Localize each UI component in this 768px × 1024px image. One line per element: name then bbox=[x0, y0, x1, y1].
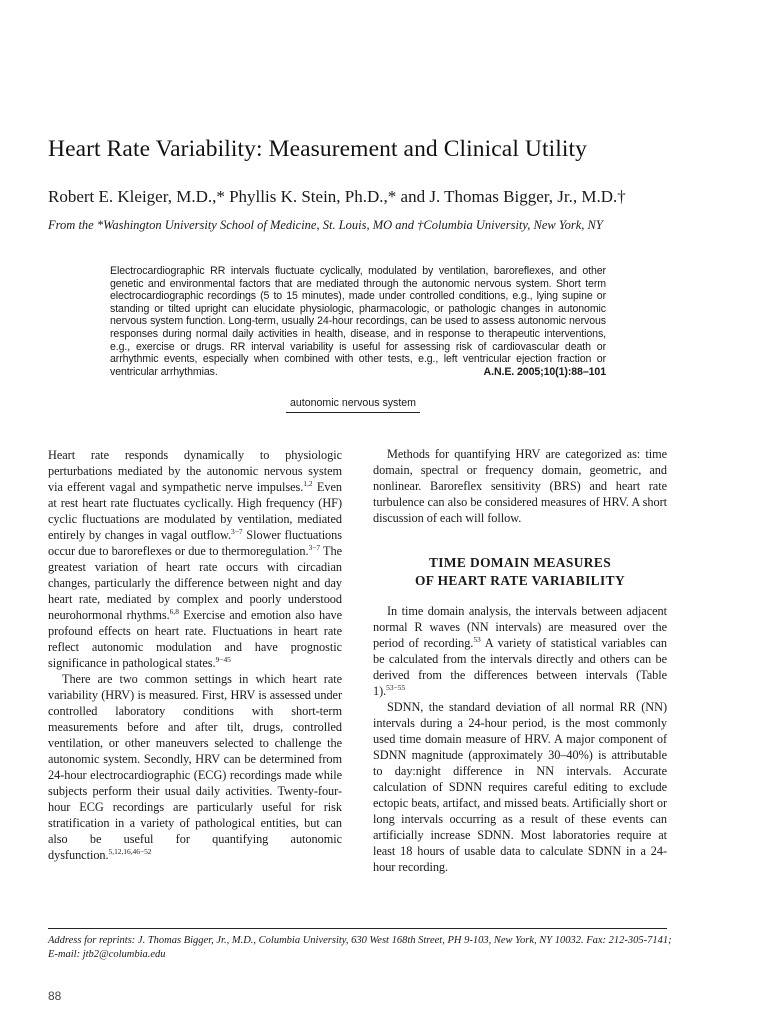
journal-citation: A.N.E. 2005;10(1):88–101 bbox=[483, 365, 606, 378]
citation-ref: 9−45 bbox=[215, 654, 231, 664]
citation-ref: 53−55 bbox=[386, 682, 406, 692]
keywords: autonomic nervous system bbox=[286, 396, 420, 413]
paragraph: There are two common settings in which heart rate variability (HRV) is measured. First, HRV is assessed under controlled laboratory conditions with short-term measurements before and after tilt, drugs, controlled ventilation, or other maneuvers selected to challenge the autonomic system. Secondly, HRV can be determined from 24-hour electrocardiographic (ECG) recordings made while subjects perform their usual daily activities. Twenty-four-hour ECG recordings are particularly useful for risk stratification in a variety of pathological entities, but can also be useful for quantifying autonomic dysfunction.$^{5,12,16,46-52}$ bbox=[48, 672, 342, 862]
paragraph: In time domain analysis, the intervals between adjacent normal R waves (NN intervals) are measured over the period of recording.$^{53}$ A variety of statistical variables can be calculated from the intervals directly and others can be derived from the differences between intervals (Table 1).$^{53-55}$ bbox=[373, 604, 668, 698]
citation-ref: 53 bbox=[473, 634, 481, 644]
paragraph: Heart rate responds dynamically to physiologic perturbations mediated by the autonomic nervous system via efferent vagal and sympathetic nerve impulses.$^{1,2}$ Even at rest heart rate fluctuates cyclically. High frequency (HF) cyclic fluctuations are modulated by ventilation, mediated entirely by changes in vagal outflow.$^{3-7}$ Slower fluctuations occur due to baroreflexes or due to thermoregulation.$^{3-7}$ The greatest variation of heart rate occurs with circadian changes, particularly the difference between night and day heart rate, mediated by complex and poorly understood neurohormonal rhythms.$^{6,8}$ Exercise and emotion also have profound effects on heart rate. Fluctuations in heart rate reflect autonomic modulation and have prognostic significance in pathological states.$^{9-45}$ bbox=[48, 448, 343, 670]
paragraph: SDNN, the standard deviation of all normal RR (NN) intervals during a 24-hour period, is the most commonly used time domain measure of HRV. A major component of SDNN magnitude (approximately 30–40%) is attributable to day:night difference in NN intervals. Accurate calculation of SDNN requires careful editing to exclude ectopic beats, artifact, and missed beats. Artificially short or long intervals occurring as a result of these events can artificially increase SDNN. Most laboratories require at least 18 hours of usable data to calculate SDNN in a 24-hour recording. bbox=[373, 700, 667, 874]
reprint-address-footnote: Address for reprints: J. Thomas Bigger, Jr., M.D., Columbia University, 630 West 168th Street, PH 9-103, New York, NY 10032. Fax: 212-305-7141; E-mail: jtb2@columbia.edu bbox=[48, 935, 672, 960]
section-heading: TIME DOMAIN MEASURES OF HEART RATE VARIABILITY bbox=[414, 555, 626, 588]
author-list: Robert E. Kleiger, M.D.,* Phyllis K. Stein, Ph.D.,* and J. Thomas Bigger, Jr., M.D.† bbox=[48, 187, 626, 206]
citation-ref: 6,8 bbox=[169, 606, 179, 616]
citation-ref: 3−7 bbox=[308, 542, 321, 552]
left-column bbox=[48, 447, 342, 863]
abstract-text: Electrocardiographic RR intervals fluctuate cyclically, modulated by ventilation, baroreflexes, and other genetic and environmental factors that are mediated through the autonomic nervous system. Short term electrocardiographic recordings (5 to 15 minutes), made under controlled conditions, e.g., lying supine or standing or tilted upright can elucidate physiologic, pharmacologic, or pathologic changes in autonomic nervous system function. Long-term, usually 24-hour recordings, can be used to assess autonomic nervous responses during normal daily activities in health, disease, and in response to therapeutic interventions, e.g., exercise or drugs. RR interval variability is useful for assessing risk of cardiovascular death or arrhythmic events, especially when combined with other tests, e.g., left ventricular ejection fraction or ventricular arrhythmias. bbox=[110, 265, 606, 378]
article-title: Heart Rate Variability: Measurement and Clinical Utility bbox=[48, 136, 587, 162]
citation-ref: 1,2 bbox=[303, 478, 313, 488]
right-column bbox=[373, 446, 667, 875]
footnote-divider bbox=[48, 928, 667, 929]
page-number: 88 bbox=[48, 989, 62, 1003]
affiliation: From the *Washington University School of Medicine, St. Louis, MO and †Columbia University, New York, NY bbox=[48, 218, 603, 232]
citation-ref: 5,12,16,46−52 bbox=[108, 846, 152, 856]
paragraph: Methods for quantifying HRV are categorized as: time domain, spectral or frequency domain, geometric, and nonlinear. Baroreflex sensitivity (BRS) and heart rate turbulence can also be considered measures of HRV. A short discussion of each will follow. bbox=[373, 447, 667, 525]
abstract bbox=[110, 265, 606, 378]
citation-ref: 3−7 bbox=[231, 526, 243, 536]
